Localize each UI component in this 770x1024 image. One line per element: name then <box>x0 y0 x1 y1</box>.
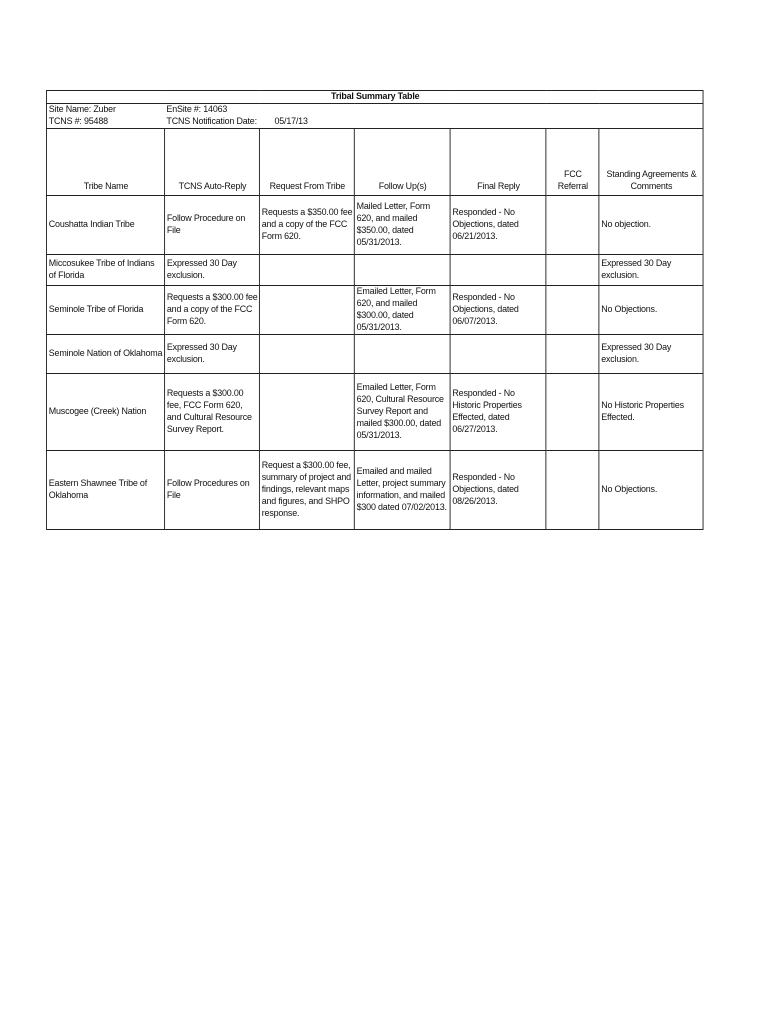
auto-reply-cell: Expressed 30 Day exclusion. <box>165 255 260 286</box>
request-cell <box>259 286 354 335</box>
followup-cell: Mailed Letter, Form 620, and mailed $350.00, dated 05/31/2013. <box>354 196 450 255</box>
tcns-notification-label: TCNS Notification Date: <box>166 116 257 127</box>
request-cell <box>259 255 354 286</box>
final-reply-cell: Responded - No Objections, dated 08/26/2013. <box>450 451 546 530</box>
followup-cell: Emailed Letter, Form 620, Cultural Resource Survey Report and mailed $300.00, dated 05/31/2013. <box>354 374 450 451</box>
auto-reply-cell: Follow Procedures on File <box>165 451 260 530</box>
header-cell: Tribe Name <box>46 129 164 196</box>
tcns-notification-date: 05/17/13 <box>274 116 308 127</box>
comments-cell: No Objections. <box>599 451 703 530</box>
table-row <box>46 451 703 530</box>
tribe-name-cell: Eastern Shawnee Tribe of Oklahoma <box>46 451 164 530</box>
site-info-right <box>165 104 703 129</box>
table-row <box>46 374 703 451</box>
header-cell: Final Reply <box>450 129 546 196</box>
followup-cell: Emailed and mailed Letter, project summary information, and mailed $300 dated 07/02/2013. <box>354 451 450 530</box>
request-cell: Request a $300.00 fee, summary of project and findings, relevant maps and figures, and SHPO response. <box>259 451 354 530</box>
tribe-name-cell: Miccosukee Tribe of Indians of Florida <box>46 255 164 286</box>
fcc-referral-cell <box>546 451 599 530</box>
tcns-number: TCNS #: 95488 <box>48 116 108 127</box>
table-row <box>46 255 703 286</box>
table-row <box>46 335 703 374</box>
followup-cell <box>354 255 450 286</box>
followup-cell: Emailed Letter, Form 620, and mailed $300.00, dated 05/31/2013. <box>354 286 450 335</box>
tribe-name-cell: Muscogee (Creek) Nation <box>46 374 164 451</box>
final-reply-cell: Responded - No Historic Properties Effected, dated 06/27/2013. <box>450 374 546 451</box>
fcc-referral-cell <box>546 255 599 286</box>
table-row <box>46 196 703 255</box>
auto-reply-cell: Expressed 30 Day exclusion. <box>165 335 260 374</box>
fcc-referral-cell <box>546 286 599 335</box>
comments-cell: No objection. <box>599 196 703 255</box>
fcc-referral-cell <box>546 374 599 451</box>
tcns-notification <box>166 116 701 128</box>
request-cell <box>259 374 354 451</box>
fcc-referral-cell <box>546 335 599 374</box>
comments-cell: Expressed 30 Day exclusion. <box>599 255 703 286</box>
header-cell: Standing Agreements & Comments <box>599 129 703 196</box>
header-cell: TCNS Auto-Reply <box>165 129 260 196</box>
ensite-number: EnSite #: 14063 <box>166 104 228 115</box>
final-reply-cell <box>450 255 546 286</box>
comments-cell: Expressed 30 Day exclusion. <box>599 335 703 374</box>
tribe-name-cell: Seminole Nation of Oklahoma <box>46 335 164 374</box>
comments-cell: No Objections. <box>599 286 703 335</box>
auto-reply-cell: Follow Procedure on File <box>165 196 260 255</box>
fcc-referral-cell <box>546 196 599 255</box>
tribal-summary-table <box>46 90 704 530</box>
comments-cell: No Historic Properties Effected. <box>599 374 703 451</box>
auto-reply-cell: Requests a $300.00 fee, FCC Form 620, and Cultural Resource Survey Report. <box>165 374 260 451</box>
site-name: Site Name: Zuber <box>48 104 116 115</box>
table-title: Tribal Summary Table <box>46 91 703 104</box>
tribe-name-cell: Coushatta Indian Tribe <box>46 196 164 255</box>
request-cell: Requests a $350.00 fee and a copy of the FCC Form 620. <box>259 196 354 255</box>
header-cell: FCC Referral <box>546 129 599 196</box>
final-reply-cell <box>450 335 546 374</box>
tribe-name-cell: Seminole Tribe of Florida <box>46 286 164 335</box>
followup-cell <box>354 335 450 374</box>
header-cell: Follow Up(s) <box>354 129 450 196</box>
final-reply-cell: Responded - No Objections, dated 06/07/2013. <box>450 286 546 335</box>
table-row <box>46 286 703 335</box>
auto-reply-cell: Requests a $300.00 fee and a copy of the FCC Form 620. <box>165 286 260 335</box>
tribal-summary-sheet <box>46 90 703 530</box>
final-reply-cell: Responded - No Objections, dated 06/21/2013. <box>450 196 546 255</box>
header-row <box>46 129 703 196</box>
site-info-left <box>46 104 164 129</box>
request-cell <box>259 335 354 374</box>
header-cell: Request From Tribe <box>259 129 354 196</box>
